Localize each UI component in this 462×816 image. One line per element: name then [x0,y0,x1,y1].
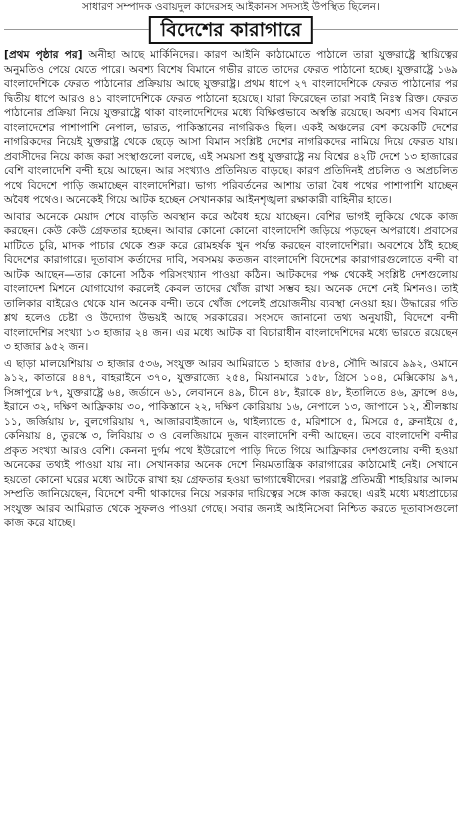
paragraph-1-text: অনীহা আছে মার্কিনিদের। কারণ আইনি কাঠামোতে পাঠালে তারা যুক্তরাষ্ট্রে স্থায়িত্বের অনুমতিও পেয়ে যেতে পারে। অবশ্য বিশেষ বিমানে গভীর রাতে তাদের ফেরত পাঠানো হচ্ছে। যুক্তরাষ্ট্রে ১৬৯ বাংলাদেশিকে ফেরত পাঠানোর প্রক্রিয়ায় আছে যুক্তরাষ্ট্র। প্রথম ধাপে ২৭ বাংলাদেশিকে ফেরত পাঠানোর পর দ্বিতীয় ধাপে আরও ৪১ বাংলাদেশিকে ফেরত পাঠানো হয়েছে। যারা ফিরেছেন তারা সবাই নিঃস্ব রিক্ত। ফেরত পাঠানোর প্রক্রিয়া নিয়ে যুক্তরাষ্ট্রে থাকা বাংলাদেশিদের মধ্যে বিক্ষিপ্তভাবে অস্বস্তি রয়েছে। অবশ্য এসব বিমানে বাংলাদেশের পাশাপাশি নেপাল, ভারত, পাকিস্তানের নাগরিকও ছিল। একই অঞ্চলের বেশ কয়েকটি দেশের নাগরিকদের নিয়েই যুক্তরাষ্ট্র থেকে ছেড়ে আসা বিমান সংশ্লিষ্ট দেশের নাগরিকদের নামিয়ে দিয়ে ফেরত যায়। প্রবাসীদের নিয়ে কাজ করা সংস্থাগুলো বলছে, এই সময়সা শুধু যুক্তরাষ্ট্রে নয় বিশ্বের ৪২টি দেশে ১৩ হাজারের বেশি বাংলাদেশি বন্দী হয়ে আছেন। আর সংখ্যাও প্রতিনিয়ত বাড়ছে। কারণ প্রতিদিনই প্রচলিত ও অপ্রচলিত পথে বিদেশে পাড়ি জমাচ্ছেন বাংলাদেশিরা। ভাগ্য পরিবর্তনের আশায় তারা বৈধ পথের পাশাপাশি যাচ্ছেন অবৈধ পথেও। অনেকেই গিয়ে আটক হচ্ছেন সেখানকার আইনশৃঙ্খলা রক্ষাকারী বাহিনীর হাতে। [4,49,458,206]
headline: বিদেশের কারাগারে [149,16,313,44]
article-paragraph-1 [4,48,458,208]
article-paragraph-2: আবার অনেকে মেয়াদ শেষে বাড়তি অবস্থান করে অবৈধ হয়ে যাচ্ছেন। বেশির ভাগই লুকিয়ে থেকে কাজ করছেন। কেউ কেউ গ্রেফতার হচ্ছেন। আবার কোনো কোনো বাংলাদেশি জড়িয়ে পড়ছেন অপরাধে। প্রবাসের মাটিতে চুরি, মাদক পাচার থেকে শুরু করে রোমহর্ষক খুন পর্যন্ত করছেন বাংলাদেশিরা। অবশেষে ঠাঁই হচ্ছে বিদেশের কারাগারে। দূতাবাস কর্তাদের দাবি, সবসময় কতজন বাংলাদেশি বিদেশের কারাগারগুলোতে বন্দী বা আটক আছেন—তার কোনো সঠিক পরিসংখ্যান পাওয়া কঠিন। আটকদের পক্ষ থেকেই সংশ্লিষ্ট দেশগুলোয় বাংলাদেশ মিশনে যোগাযোগ করলেই কেবল তাদের খোঁজ রাখা সম্ভব হয়। অনেক দেশে নেই মিশনও। তাই তালিকার বাইরেও থেকে যান অনেক বন্দী। তবে খোঁজ পেলেই প্রয়োজনীয় ব্যবস্থা নেওয়া হয়। উদ্ধারের গতি শ্লথ হলেও চেষ্টা ও উদ্যোগ উভয়ই আছে সরকারের। সংসদে জানানো তথ্য অনুযায়ী, বিদেশে বন্দী বাংলাদেশির সংখ্যা ১৩ হাজার ২৪ জন। এর মধ্যে আটক বা বিচারাধীন বাংলাদেশিদের মধ্যে ভারতে রয়েছেন ৩ হাজার ৯৫২ জন। [4,210,458,353]
headline-row [4,16,458,44]
article-paragraph-3: এ ছাড়া মালয়েশিয়ায় ৩ হাজার ৫৩৬, সংযুক্ত আরব আমিরাতে ১ হাজার ৫৮৪, সৌদি আরবে ৯৯২, ওমানে ৯১২, কাতারে ৪৪৭, বাহরাইনে ৩৭০, যুক্তরাজ্যে ২৫৪, মিয়ানমারে ১৫৮, গ্রিসে ১০৪, মেক্সিকোয় ৯৭, সিঙ্গাপুরে ৮৭, যুক্তরাষ্ট্রে ৬৪, জর্ডানে ৬১, লেবাননে ৪৯, চীনে ৪৮, ইরাকে ৪৮, ইতালিতে ৪৬, ফ্রান্সে ৪৬, ইরানে ৩২, দক্ষিণ আফ্রিকায় ৩০, পাকিস্তানে ২২, দক্ষিণ কোরিয়ায় ১৬, নেপালে ১৩, জাপানে ১২, শ্রীলঙ্কায় ১১, জর্জিয়ায় ৮, বুলগেরিয়ায় ৭, আজারবাইজানে ৬, থাইল্যান্ডে ৫, মরিশাসে ৫, মিসরে ৫, ব্রুনাইয়ে ৫, কেনিয়ায় ৪, তুরস্কে ৩, লিবিয়ায় ৩ ও বেলজিয়ামে দুজন বাংলাদেশি বন্দী আছেন। তবে বাংলাদেশি বন্দীর প্রকৃত সংখ্যা আরও বেশি। কেননা দুর্গম পথে ইউরোপে পাড়ি দিতে গিয়ে আফ্রিকার দেশগুলোয় বন্দী হওয়া অনেকের তথ্যই পাওয়া যায় না। সেখানকার অনেক দেশে নিয়মতান্ত্রিক কারাগারের কাঠামোই নেই। সেখানে হয়তো কোনো ঘরের মধ্যে আটকে রাখা হয় গ্রেফতার হওয়া ভাগ্যান্বেষীদের। পররাষ্ট্র প্রতিমন্ত্রী শাহরিয়ার আলম সম্প্রতি জানিয়েছেন, বিদেশে বন্দী থাকাদের নিয়ে সরকার দায়িত্বের সঙ্গে কাজ করছে। এরই মধ্যে মধ্যপ্রাচ্যের সংযুক্ত আরব আমিরাত থেকে সুফলও পাওয়া গেছে। সবার জন্যই আইনিসেবা নিশ্চিত করতে দূতাবাসগুলো কাজ করে যাচ্ছে। [4,357,458,529]
continuation-label: [প্রথম পৃষ্ঠার পর] [4,49,83,61]
previous-article-tail: সাধারণ সম্পাদক ওবায়দুল কাদেরসহ আইকানস সদস্যই উপস্থিত ছিলেন। [82,1,380,13]
article-body [4,48,458,531]
